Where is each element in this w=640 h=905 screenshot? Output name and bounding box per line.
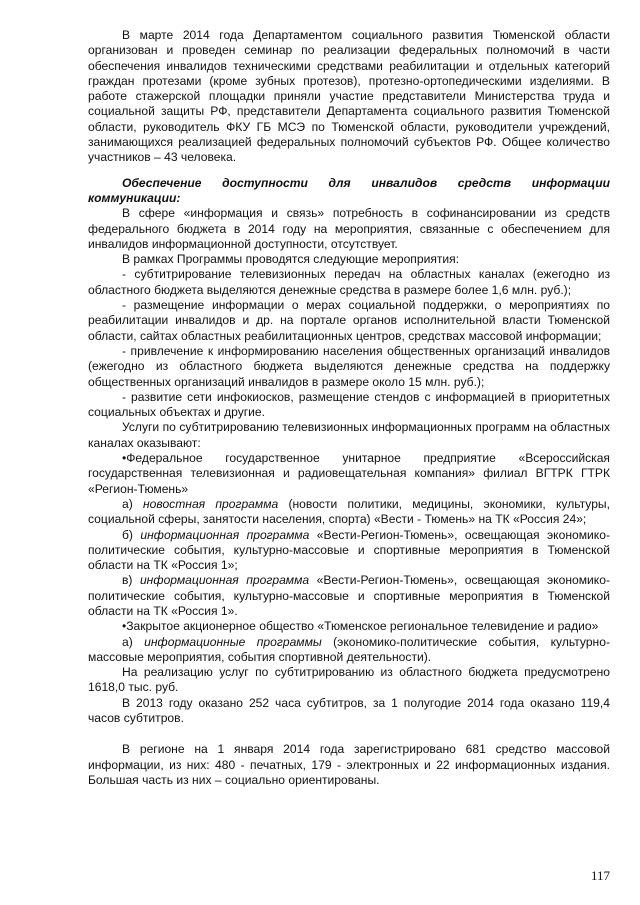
bullet-vgtrk: •Федеральное государственное унитарное предприятие «Всероссийская государственная телевизионная и радиовещательная компания» филиал ВГТРК ГТРК «Регион-Тюмень» [88, 451, 610, 496]
program-name: информационные программы [144, 634, 322, 649]
paragraph-providers: Услуги по субтитрированию телевизионных информационных программ на областных каналах оказывают: [88, 420, 610, 450]
subitem-b-vgtrk [88, 528, 610, 574]
paragraph-program-intro: В рамках Программы проводятся следующие мероприятия: [122, 252, 460, 267]
spacer [88, 166, 610, 176]
page-number: 117 [590, 867, 610, 883]
paragraph-seminar: В марте 2014 года Департаментом социального развития Тюменской области организован и проведен семинар по реализации федеральных полномочий в части обеспечения инвалидов техническими средствами реабилитации и отдельных категорий граждан протезами (кроме зубных протезов), протезно-ортопедическими изделиями. В работе стажерской площадки приняли участие представители Министерства труда и социальной защиты РФ, представители Департамента социального развития Тюменской области, руководитель ФКУ ГБ МСЭ по Тюменской области, руководители учреждений, занимающихся реализацией федеральных полномочий субъектов РФ. Общее количество участников – 43 человека. [88, 28, 610, 165]
subitem-c-vgtrk [88, 573, 610, 619]
paragraph-info-sphere: В сфере «информация и связь» потребность в софинансировании из средств федерального бюджета в 2014 году на мероприятия, связанные с обеспечением для инвалидов информационной доступности, отсутствует. [88, 206, 610, 251]
program-name: новостная программа [143, 496, 279, 511]
subitem-text: а) новостная программа (новости политики, медицины, экономики, культуры, социальной сферы, занятости населения, спорта) «Вести - Тюмень» на ТК «Россия 24»; [88, 496, 610, 527]
list-item-infokiosks: - развитие сети инфокиосков, размещение стендов с информацией в приоритетных социальных объектах и другие. [88, 389, 610, 420]
paragraph-hours: В 2013 году оказано 252 часа субтитров, за 1 полугодие 2014 года оказано 119,4 часов субтитров. [88, 695, 610, 726]
list-item-info-placement: - размещение информации о мерах социальной поддержки, о мероприятиях по реабилитации инвалидов и др. на портале органов исполнительной власти Тюменской области, сайтах областных реабилитационных центров, средствах массовой информации; [88, 298, 610, 343]
subitem-text: в) информационная программа «Вести-Регион-Тюмень», освещающая экономико-политические события, культурно-массовые и спортивные мероприятия в Тюменской области на ТК «Россия 1». [88, 573, 610, 618]
section-heading: Обеспечение доступности для инвалидов средств информации коммуникации: [88, 175, 610, 205]
list-item-subtitles: - субтитрирование телевизионных передач на областных каналах (ежегодно из областного бюджета выделяются денежные средства в размере более 1,6 млн. руб.); [88, 267, 610, 297]
subitem-a-trt [88, 635, 610, 666]
spacer [88, 726, 610, 742]
program-name: информационная программа [139, 573, 310, 588]
paragraph-budget: На реализацию услуг по субтитрированию из областного бюджета предусмотрено 1618,0 тыс. руб. [88, 665, 610, 695]
subitem-text: а) информационные программы (экономико-политические события, культурно-массовые мероприятия, события спортивной деятельности). [88, 634, 610, 664]
program-name: информационная программа [140, 527, 310, 542]
paragraph-media-count: В регионе на 1 января 2014 года зарегистрировано 681 средство массовой информации, из них: 480 - печатных, 179 - электронных и 22 информационных издания. Большая часть из них – социально ориентированы. [88, 742, 610, 787]
bullet-trt: •Закрытое акционерное общество «Тюменское региональное телевидение и радио» [122, 619, 599, 634]
subitem-text: б) информационная программа «Вести-Регион-Тюмень», освещающая экономико-политические события, культурно-массовые и спортивные мероприятия в Тюменской области на ТК «Россия 1»; [88, 527, 610, 573]
list-item-public-orgs: - привлечение к информированию населения общественных организаций инвалидов (ежегодно из областного бюджета выделяются денежные средства на поддержку общественных организаций инвалидов в размере около 15 млн. руб.); [88, 343, 610, 389]
subitem-a-vgtrk [88, 497, 610, 528]
